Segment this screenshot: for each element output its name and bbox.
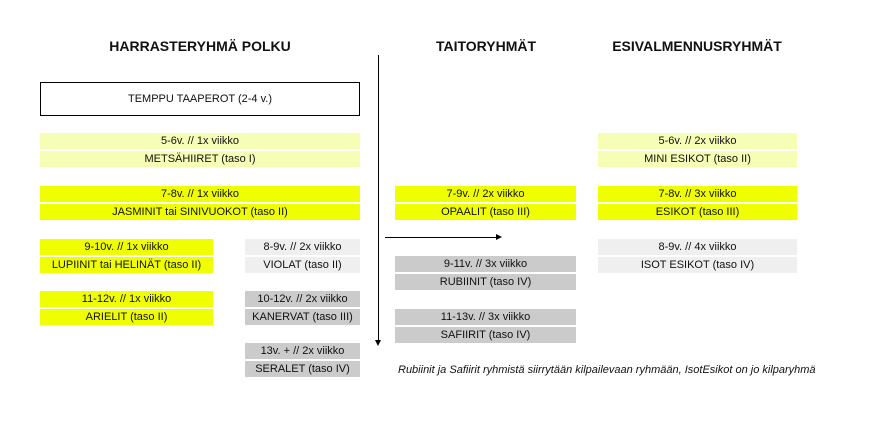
group-name: METSÄHIIRET (taso I) <box>40 151 360 167</box>
title-taito: TAITORYHMÄT <box>435 38 537 54</box>
group-isot-esikot <box>598 239 797 275</box>
group-safiirit <box>395 309 576 345</box>
group-age: 9-10v. // 1x viikko <box>40 239 213 255</box>
footnote: Rubiinit ja Safiirit ryhmistä siirrytään kilpailevaan ryhmään, IsotEsikot on jo kilparyhmä <box>398 364 816 376</box>
group-name: KANERVAT (taso III) <box>245 309 360 325</box>
group-age: 7-9v. // 2x viikko <box>395 186 576 202</box>
group-age: 13v. + // 2x viikko <box>245 343 360 359</box>
group-age: 11-12v. // 1x viikko <box>40 291 213 307</box>
group-name: SAFIIRIT (taso IV) <box>395 327 576 343</box>
group-esikot <box>598 186 797 222</box>
group-age: 7-8v. // 1x viikko <box>40 186 360 202</box>
group-mini-esikot <box>598 133 797 169</box>
group-age: 5-6v. // 2x viikko <box>598 133 797 149</box>
group-violat <box>245 239 360 275</box>
group-jasminit <box>40 186 360 222</box>
group-name: ISOT ESIKOT (taso IV) <box>598 257 797 273</box>
group-age: 7-8v. // 3x viikko <box>598 186 797 202</box>
group-name: ESIKOT (taso III) <box>598 204 797 220</box>
group-name: OPAALIT (taso III) <box>395 204 576 220</box>
group-kanervat <box>245 291 360 327</box>
group-name: VIOLAT (taso II) <box>245 257 360 273</box>
group-age: 10-12v. // 2x viikko <box>245 291 360 307</box>
group-rubiinit <box>395 256 576 292</box>
horizontal-arrow-head-icon <box>496 234 502 240</box>
group-lupiinit <box>40 239 213 275</box>
group-arielit <box>40 291 213 327</box>
title-harraste: HARRASTERYHMÄ POLKU <box>109 38 291 54</box>
group-name: ARIELIT (taso II) <box>40 309 213 325</box>
horizontal-arrow-line <box>385 237 497 238</box>
vertical-arrow-head-icon <box>375 340 381 346</box>
group-age: 8-9v. // 4x viikko <box>598 239 797 255</box>
group-metsahiiret <box>40 133 360 169</box>
group-name: JASMINIT tai SINIVUOKOT (taso II) <box>40 204 360 220</box>
group-age: 11-13v. // 3x viikko <box>395 309 576 325</box>
title-esivalmennus: ESIVALMENNUSRYHMÄT <box>612 38 782 54</box>
vertical-arrow-line <box>378 55 379 341</box>
group-name: SERALET (taso IV) <box>245 361 360 377</box>
group-age: 5-6v. // 1x viikko <box>40 133 360 149</box>
group-name: MINI ESIKOT (taso II) <box>598 151 797 167</box>
group-opaalit <box>395 186 576 222</box>
group-age: 8-9v. // 2x viikko <box>245 239 360 255</box>
group-name: RUBIINIT (taso IV) <box>395 274 576 290</box>
temppu-taaperot-box: TEMPPU TAAPEROT (2-4 v.) <box>40 82 360 116</box>
group-seralet <box>245 343 360 379</box>
group-name: LUPIINIT tai HELINÄT (taso II) <box>40 257 213 273</box>
group-age: 9-11v. // 3x viikko <box>395 256 576 272</box>
